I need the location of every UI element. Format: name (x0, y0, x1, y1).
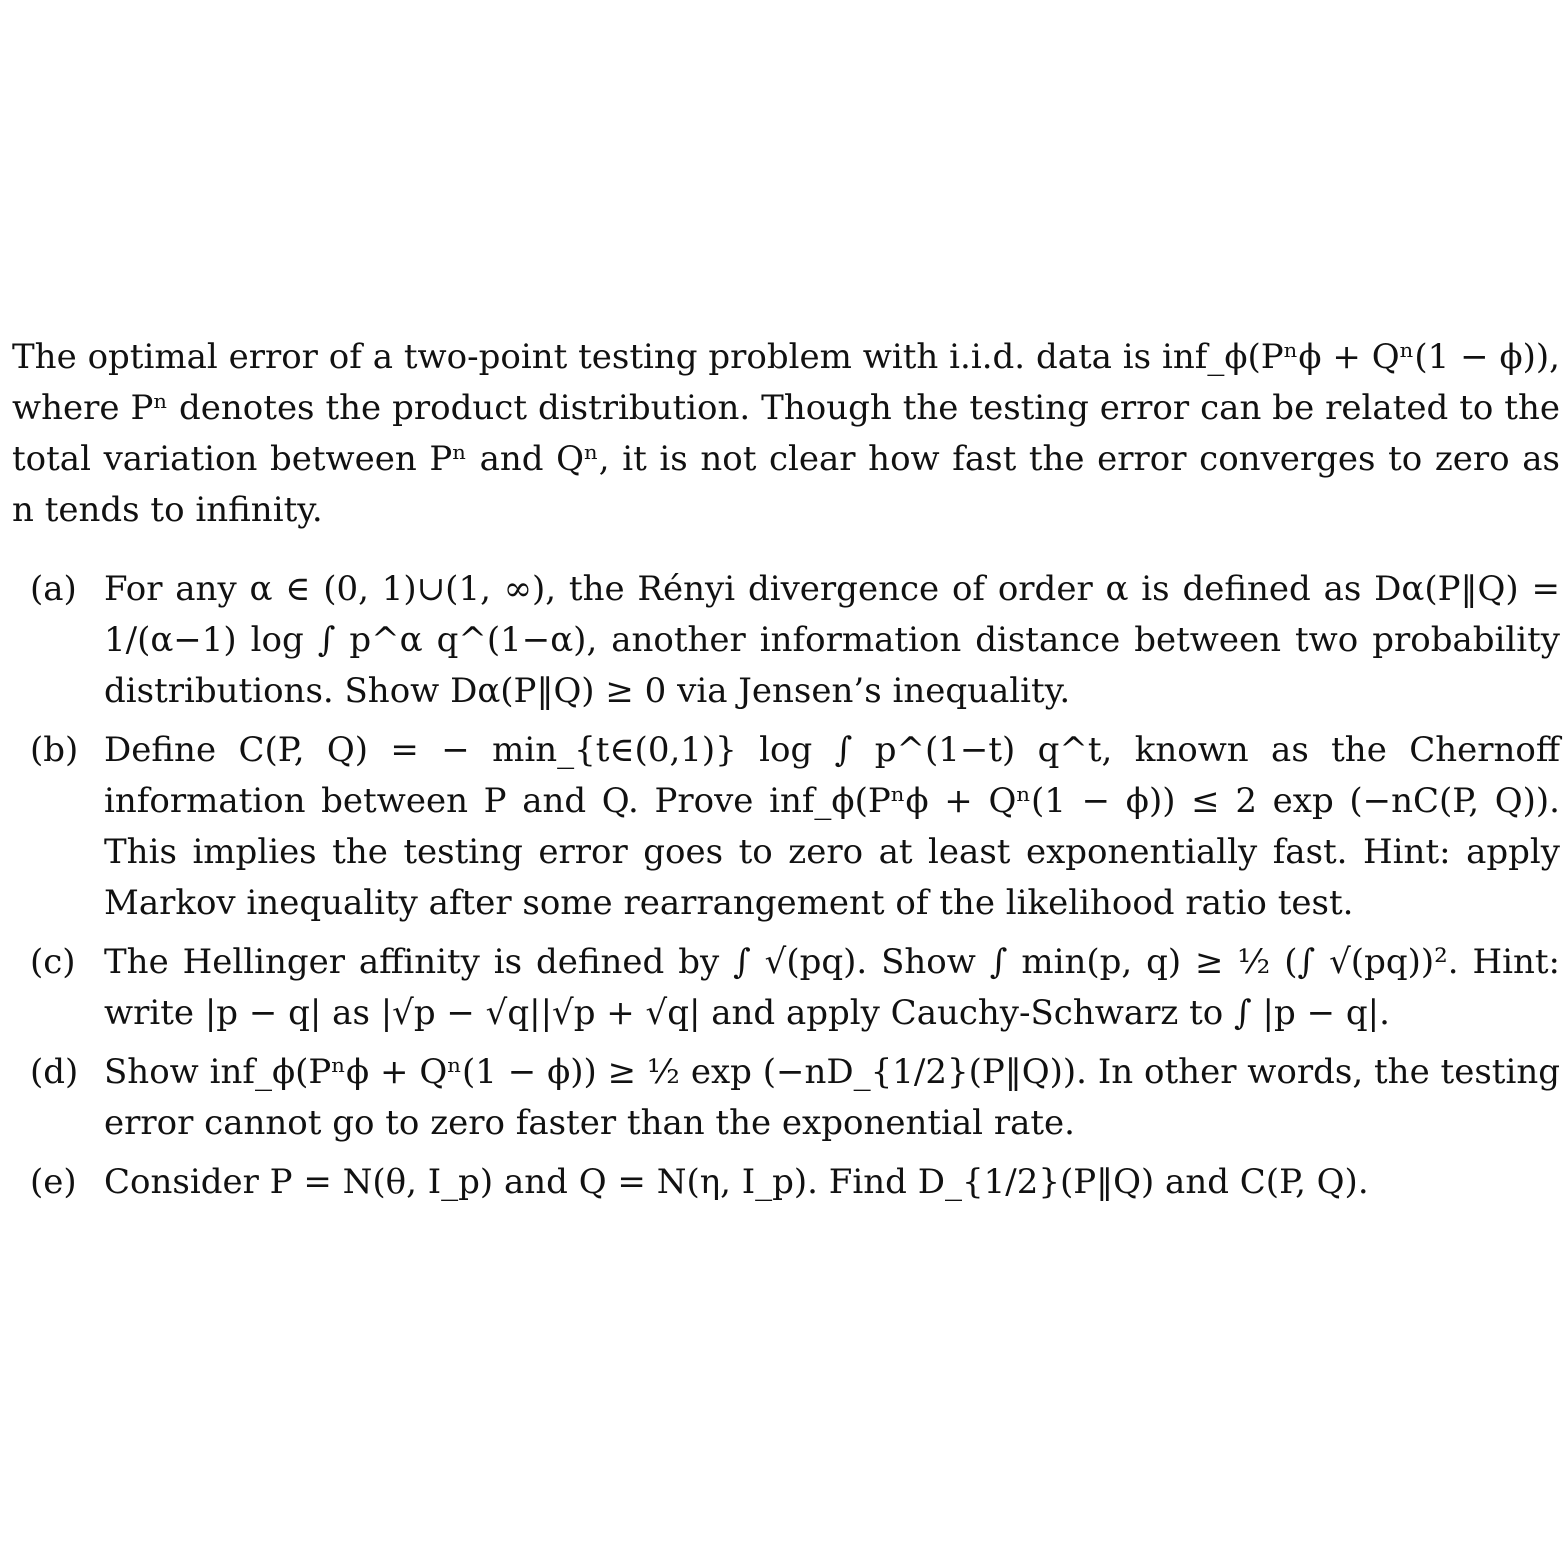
problem-item-a (12, 564, 1560, 717)
problem-list (12, 564, 1560, 1208)
problem-label: (e) (30, 1162, 77, 1202)
problem-item-b (12, 725, 1560, 929)
problem-item-d (12, 1047, 1560, 1149)
problem-item-e (12, 1157, 1560, 1208)
problem-text: Define C(P, Q) = − min_{t∈(0,1)} log ∫ p^(1−t) q^t, known as the Chernoff information between P and Q. Prove inf_ϕ(Pⁿϕ + Qⁿ(1 − ϕ)) ≤ 2 exp (−nC(P, Q)). This implies the testing error goes to zero at least exponentially fast. Hint: apply Markov inequality after some rearrangement of the likelihood ratio test. (104, 730, 1560, 923)
problem-label: (c) (30, 942, 76, 982)
problem-label: (d) (30, 1052, 79, 1092)
problem-text: Show inf_ϕ(Pⁿϕ + Qⁿ(1 − ϕ)) ≥ ½ exp (−nD_{1/2}(P‖Q)). In other words, the testing error cannot go to zero faster than the exponential rate. (104, 1052, 1560, 1143)
intro-paragraph: The optimal error of a two-point testing problem with i.i.d. data is inf_ϕ(Pⁿϕ + Qⁿ(1 − ϕ)), where Pⁿ denotes the product distribution. Though the testing error can be related to the total variation between Pⁿ and Qⁿ, it is not clear how fast the error converges to zero as n tends to infinity. (12, 337, 1560, 530)
problem-label: (b) (30, 730, 79, 770)
problem-text: For any α ∈ (0, 1)∪(1, ∞), the Rényi divergence of order α is defined as Dα(P‖Q) = 1/(α−1) log ∫ p^α q^(1−α), another information distance between two probability distributions. Show Dα(P‖Q) ≥ 0 via Jensen’s inequality. (104, 569, 1560, 711)
problem-item-c (12, 937, 1560, 1039)
problem-text: Consider P = N(θ, I_p) and Q = N(η, I_p). Find D_{1/2}(P‖Q) and C(P, Q). (104, 1162, 1369, 1202)
problem-text: The Hellinger affinity is defined by ∫ √(pq). Show ∫ min(p, q) ≥ ½ (∫ √(pq))². Hint: write |p − q| as |√p − √q||√p + √q| and apply Cauchy-Schwarz to ∫ |p − q|. (104, 942, 1560, 1033)
problem-label: (a) (30, 569, 77, 609)
document-body (12, 332, 1560, 1216)
